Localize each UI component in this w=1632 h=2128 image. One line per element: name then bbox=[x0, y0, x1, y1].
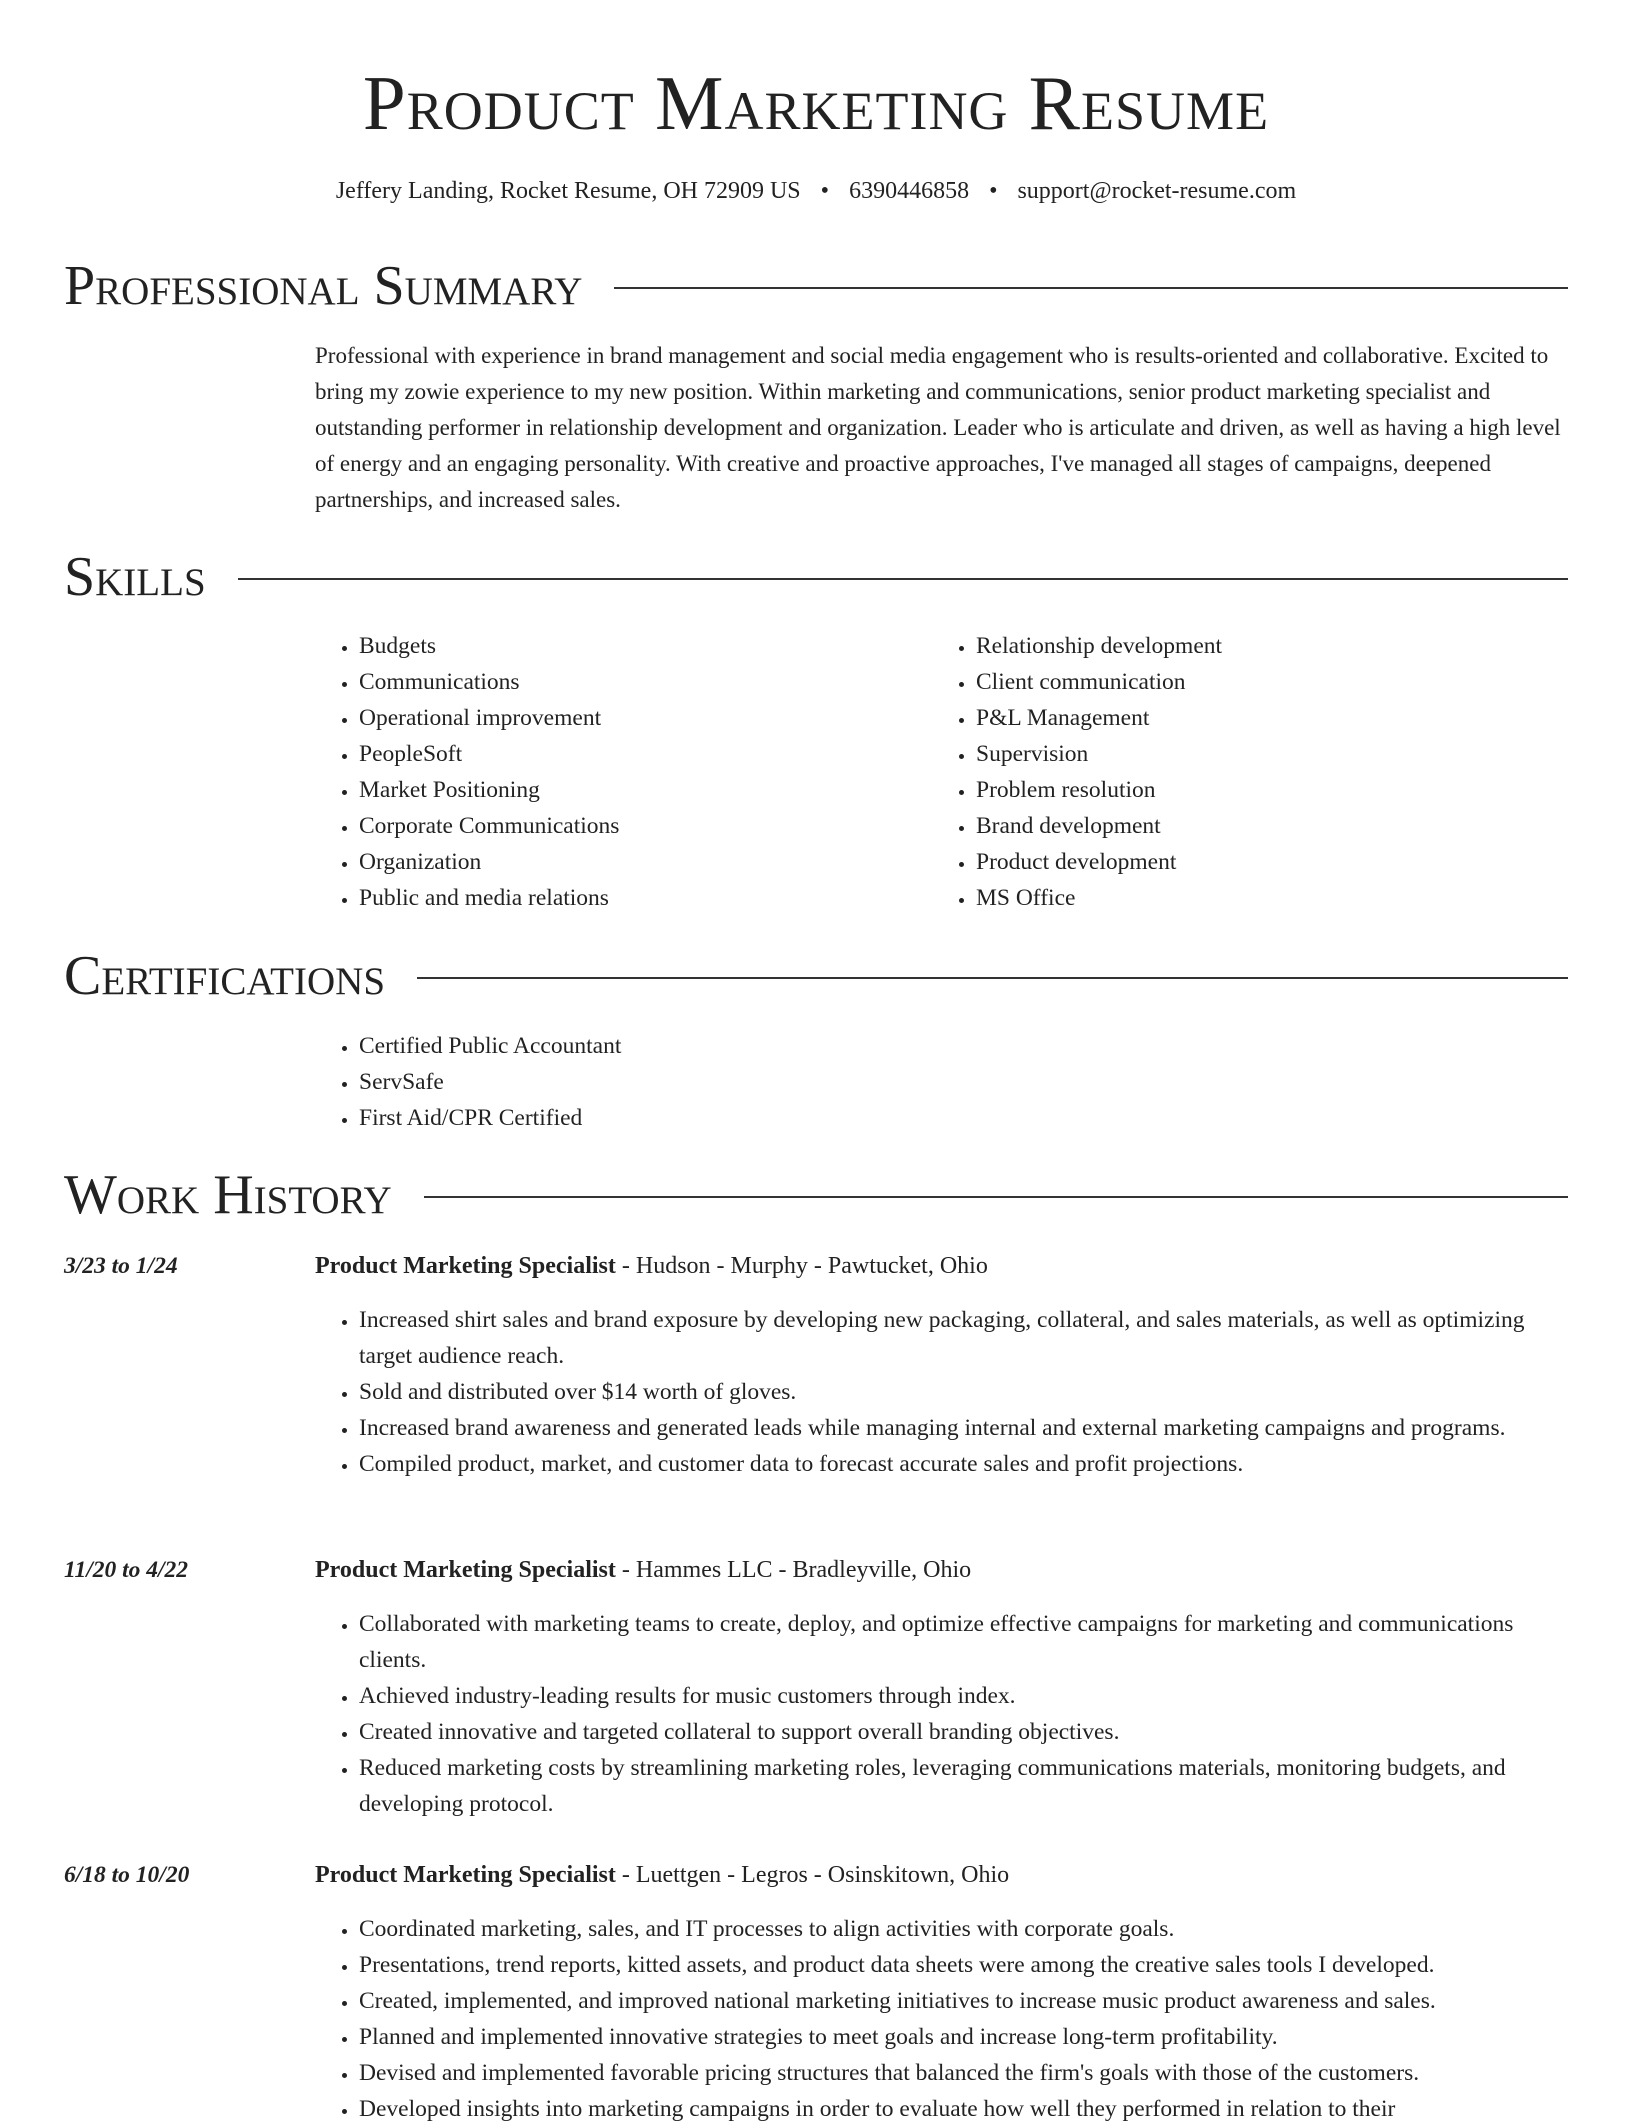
job-role bbox=[315, 1248, 988, 1284]
job-dates: 6/18 to 10/20 bbox=[64, 1862, 190, 1888]
certification-item: • First Aid/CPR Certified bbox=[359, 1100, 1568, 1136]
summary-heading: Professional Summary bbox=[64, 255, 583, 317]
summary-text: Professional with experience in brand management and social media engagement who is results-oriented and collaborative. Excited to bring my zowie experience to my new position. Within marketing and communications, senior product marketing specialist and outstanding performer in relationship development and organization. Leader who is articulate and driven, as well as having a high level of energy and an engaging personality. With creative and proactive approaches, I've managed all stages of campaigns, deepened partnerships, and increased sales. bbox=[315, 343, 1561, 512]
job-bullet: • Planned and implemented innovative strategies to meet goals and increase long-term profitability. bbox=[359, 2019, 1568, 2055]
skill-item: • Product development bbox=[976, 844, 1549, 880]
skill-item: • MS Office bbox=[976, 880, 1549, 916]
skill-item: • Public and media relations bbox=[359, 880, 932, 916]
certifications-heading: Certifications bbox=[64, 945, 386, 1007]
job-dates: 11/20 to 4/22 bbox=[64, 1557, 189, 1583]
section-divider bbox=[614, 287, 1568, 289]
job-bullet: • Created innovative and targeted collateral to support overall branding objectives. bbox=[359, 1714, 1568, 1750]
skill-item: • Brand development bbox=[976, 808, 1549, 844]
job-employer: - Luettgen - Legros - Osinskitown, Ohio bbox=[615, 1862, 1010, 1888]
certifications-list bbox=[315, 1028, 1568, 1136]
skill-item: • Supervision bbox=[976, 736, 1549, 772]
job-title: Product Marketing Specialist bbox=[315, 1253, 616, 1279]
job-bullet: • Sold and distributed over $14 worth of gloves. bbox=[359, 1374, 1568, 1410]
contact-address: Jeffery Landing, Rocket Resume, OH 72909 US bbox=[335, 178, 801, 204]
skill-item: • Problem resolution bbox=[976, 772, 1549, 808]
job-bullet: • Reduced marketing costs by streamlining marketing roles, leveraging communications materials, monitoring budgets, and developing protocol. bbox=[359, 1750, 1568, 1822]
skill-item: • Market Positioning bbox=[359, 772, 932, 808]
job-bullet: • Collaborated with marketing teams to create, deploy, and optimize effective campaigns for marketing and communications clients. bbox=[359, 1606, 1568, 1678]
job-bullet: • Created, implemented, and improved national marketing initiatives to increase music product awareness and sales. bbox=[359, 1983, 1568, 2019]
skill-item: • Client communication bbox=[976, 664, 1549, 700]
job-bullet: • Developed insights into marketing campaigns in order to evaluate how well they performed in relation to their bbox=[359, 2091, 1568, 2127]
skill-item: • Budgets bbox=[359, 628, 932, 664]
section-divider bbox=[238, 578, 1568, 580]
skill-item: • Communications bbox=[359, 664, 932, 700]
contact-phone: 6390446858 bbox=[849, 178, 970, 204]
skill-item: • P&L Management bbox=[976, 700, 1549, 736]
resume-title: Product Marketing Resume bbox=[362, 60, 1270, 146]
skills-list bbox=[315, 628, 1568, 916]
skill-item: • Relationship development bbox=[976, 628, 1549, 664]
skills-section-header bbox=[64, 545, 1568, 609]
job-role bbox=[315, 1552, 971, 1588]
job-title: Product Marketing Specialist bbox=[315, 1557, 616, 1583]
skills-column-left bbox=[315, 628, 932, 916]
job-bullets bbox=[315, 1302, 1568, 1482]
job-title: Product Marketing Specialist bbox=[315, 1862, 616, 1888]
certification-item: • Certified Public Accountant bbox=[359, 1028, 1568, 1064]
skill-item: • Operational improvement bbox=[359, 700, 932, 736]
work-history-section-header bbox=[64, 1163, 1568, 1227]
contact-email: support@rocket-resume.com bbox=[1017, 178, 1297, 204]
certification-item: • ServSafe bbox=[359, 1064, 1568, 1100]
job-employer: - Hudson - Murphy - Pawtucket, Ohio bbox=[615, 1253, 988, 1279]
work-history-heading: Work History bbox=[64, 1164, 392, 1226]
skill-item: • PeopleSoft bbox=[359, 736, 932, 772]
job-employer: - Hammes LLC - Bradleyville, Ohio bbox=[615, 1557, 972, 1583]
section-divider bbox=[417, 977, 1568, 979]
job-bullet: • Presentations, trend reports, kitted assets, and product data sheets were among the creative sales tools I developed. bbox=[359, 1947, 1568, 1983]
contact-separator: • bbox=[989, 178, 998, 204]
contact-separator: • bbox=[820, 178, 830, 204]
certifications-section-header bbox=[64, 944, 1568, 1008]
job-role bbox=[315, 1857, 1009, 1893]
skills-column-right bbox=[932, 628, 1549, 916]
job-bullet: • Devised and implemented favorable pricing structures that balanced the firm's goals with those of the customers. bbox=[359, 2055, 1568, 2091]
skill-item: • Corporate Communications bbox=[359, 808, 932, 844]
skill-item: • Organization bbox=[359, 844, 932, 880]
section-divider bbox=[424, 1196, 1568, 1198]
job-bullets bbox=[315, 1911, 1568, 2127]
skills-heading: Skills bbox=[64, 546, 206, 608]
job-bullets bbox=[315, 1606, 1568, 1822]
job-bullet: • Increased brand awareness and generated leads while managing internal and external marketing campaigns and programs. bbox=[359, 1410, 1568, 1446]
contact-line bbox=[0, 174, 1632, 208]
job-bullet: • Coordinated marketing, sales, and IT processes to align activities with corporate goals. bbox=[359, 1911, 1568, 1947]
job-bullet: • Compiled product, market, and customer data to forecast accurate sales and profit projections. bbox=[359, 1446, 1568, 1482]
job-bullet: • Achieved industry-leading results for music customers through index. bbox=[359, 1678, 1568, 1714]
summary-section-header bbox=[64, 254, 1568, 318]
job-dates: 3/23 to 1/24 bbox=[64, 1253, 178, 1279]
job-bullet: • Increased shirt sales and brand exposure by developing new packaging, collateral, and sales materials, as well as optimizing target audience reach. bbox=[359, 1302, 1568, 1374]
